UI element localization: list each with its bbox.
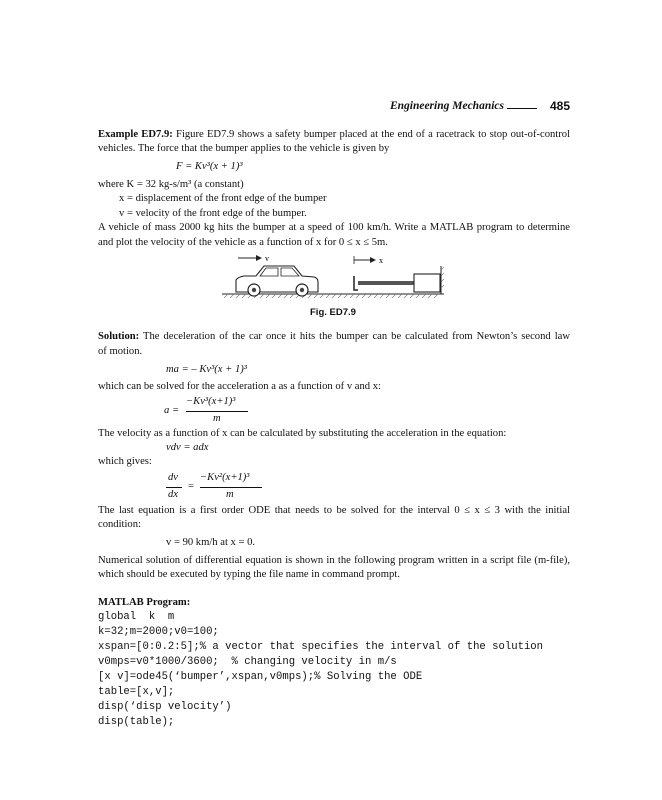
code-line-7: disp(‘disp velocity’): [98, 701, 232, 713]
force-equation: F = Kv³(x + 1)³: [176, 161, 243, 172]
acceleration-fraction: [164, 396, 274, 426]
where-v-line: v = velocity of the front edge of the bumper.: [119, 208, 307, 219]
bumper-figure: [222, 252, 444, 304]
solution-line-7: condition:: [98, 519, 141, 530]
newton-equation: ma = – Kv³(x + 1)³: [166, 364, 247, 375]
ode-fraction: [166, 472, 286, 502]
example-line-1: [98, 128, 570, 142]
program-heading: MATLAB Program:: [98, 597, 191, 608]
solution-line-2: of motion.: [98, 346, 143, 357]
solution-label: Solution:: [98, 331, 140, 342]
code-line-6: table=[x,v];: [98, 686, 175, 698]
frac1-lhs: a =: [164, 405, 180, 416]
figure-caption: Fig. ED7.9: [310, 307, 356, 318]
frac1-denominator: m: [213, 413, 221, 424]
code-line-1: global k m: [98, 611, 175, 623]
solution-line-3: which can be solved for the acceleration a as a function of v and x:: [98, 381, 381, 392]
frac2-lhs-numerator: dv: [168, 472, 178, 483]
example-line-1-text: Figure ED7.9 shows a safety bumper placed at the end of a racetrack to stop out-of-control: [176, 129, 571, 140]
frac2-numerator: −Kv²(x+1)³: [200, 472, 250, 483]
initial-condition: v = 90 km/h at x = 0.: [166, 537, 256, 548]
frac2-lhs-bar: [166, 487, 182, 488]
code-line-4: v0mps=v0*1000/3600; % changing velocity in m/s: [98, 656, 397, 668]
displacement-arrow-head: [370, 257, 376, 263]
car-hub-rear: [300, 288, 304, 292]
example-label: Example ED7.9:: [98, 129, 173, 140]
frac2-equals: =: [188, 481, 194, 492]
bumper-plate: [354, 276, 358, 290]
solution-line-8: Numerical solution of differential equation is shown in the following program written in a script file (m-file),: [98, 555, 570, 566]
velocity-arrow-head: [256, 255, 262, 261]
code-line-3: xspan=[0:0.2:5];% a vector that specifies the interval of the solution: [98, 641, 544, 653]
frac2-denominator: m: [226, 489, 234, 500]
where-k-line: where K = 32 kg-s/m³ (a constant): [98, 179, 244, 190]
bumper-cylinder: [414, 274, 440, 292]
bumper-rod: [358, 281, 416, 285]
solution-line-6: The last equation is a first order ODE that needs to be solved for the interval 0 ≤ x ≤ 3 with the initial: [98, 505, 570, 516]
solution-line-4: The velocity as a function of x can be calculated by substituting the acceleration in the equation:: [98, 428, 507, 439]
header-rule: [507, 108, 537, 109]
displacement-label: x: [379, 256, 383, 265]
frac2-lhs-denominator: dx: [168, 489, 178, 500]
solution-line-9: which should be executed by typing the file name in command prompt.: [98, 569, 400, 580]
running-title: Engineering Mechanics: [389, 100, 504, 112]
car-hub-front: [252, 288, 256, 292]
vdv-equation: vdv = adx: [166, 442, 209, 453]
code-line-2: k=32;m=2000;v0=100;: [98, 626, 219, 638]
frac2-bar: [200, 487, 262, 488]
running-header: [98, 99, 570, 117]
frac1-numerator: −Kv³(x+1)³: [186, 396, 236, 407]
problem-line-2: and plot the velocity of the vehicle as a function of x for 0 ≤ x ≤ 5m.: [98, 237, 388, 248]
solution-line-1-text: The deceleration of the car once it hits the bumper can be calculated from Newton’s second law: [143, 331, 570, 342]
solution-line-1: [98, 330, 570, 344]
code-line-8: disp(table);: [98, 716, 175, 728]
page-number: 485: [549, 99, 570, 113]
example-line-2: vehicles. The force that the bumper applies to the vehicle is given by: [98, 143, 390, 154]
code-line-5: [x v]=ode45(‘bumper’,xspan,v0mps);% Solving the ODE: [98, 671, 423, 683]
solution-line-5: which gives:: [98, 456, 152, 467]
frac1-bar: [186, 411, 248, 412]
problem-line-1: A vehicle of mass 2000 kg hits the bumper at a speed of 100 km/h. Write a MATLAB program to determine: [98, 222, 570, 233]
velocity-label: v: [265, 254, 269, 263]
where-x-line: x = displacement of the front edge of the bumper: [119, 193, 327, 204]
